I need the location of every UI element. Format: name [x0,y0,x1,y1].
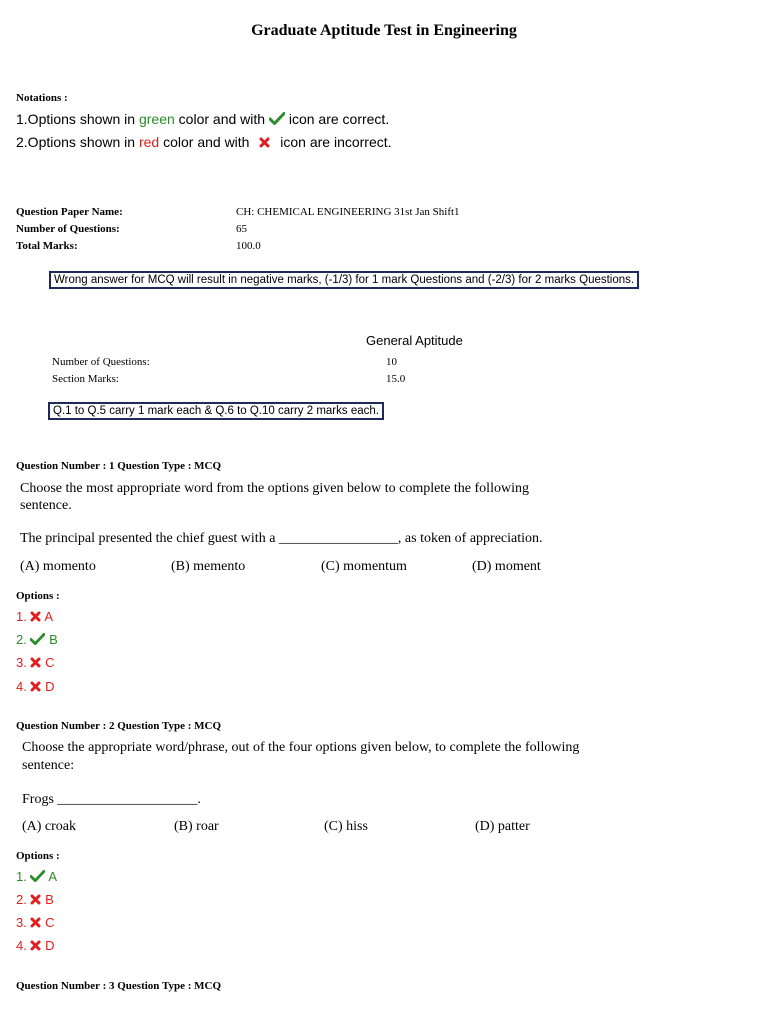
option-number: 3. [16,915,27,930]
question-1-stem: The principal presented the chief guest with a _________________, as token of appreciation. [20,531,543,546]
checkmark-icon [30,870,45,885]
question-1-option-2 [16,632,58,648]
notation-correct [16,111,389,128]
question-2-choice-d: (D) patter [475,819,530,834]
paper-marks-label: Total Marks: [16,240,78,252]
question-3-header: Question Number : 3 Question Type : MCQ [16,980,222,992]
question-2-choice-a: (A) croak [22,819,77,834]
question-2-choice-c: (C) hiss [324,819,368,834]
question-2-option-1 [16,869,57,885]
section-title: General Aptitude [366,333,463,348]
question-2-options-label: Options : [16,850,60,862]
notations-label: Notations : [16,92,68,104]
option-number: 4. [16,679,27,694]
question-1-text-line2: sentence. [20,498,72,513]
question-1-option-3 [16,655,54,671]
section-marks-value: 15.0 [386,373,406,385]
paper-name-value: CH: CHEMICAL ENGINEERING 31st Jan Shift1 [236,206,460,218]
question-1-choice-c: (C) momentum [321,559,407,574]
option-number: 2. [16,892,27,907]
cross-icon [30,916,41,931]
question-1-option-4 [16,679,54,695]
option-number: 2. [16,632,27,647]
negative-marks-warning: Wrong answer for MCQ will result in negative marks, (-1/3) for 1 mark Questions and (-2/3) for 2 marks Questions. [49,271,639,289]
notation-incorrect-pre: 2.Options shown in [16,134,139,150]
question-2-text-line1: Choose the appropriate word/phrase, out of the four options given below, to complete the following [22,740,580,755]
question-2-header: Question Number : 2 Question Type : MCQ [16,720,222,732]
cross-icon [30,939,41,954]
question-1-options-label: Options : [16,590,60,602]
question-1-choice-b: (B) memento [171,559,246,574]
question-1-text-line1: Choose the most appropriate word from the options given below to complete the following [20,481,529,496]
cross-icon [30,680,41,695]
option-number: 4. [16,938,27,953]
paper-marks-value: 100.0 [236,240,261,252]
cross-icon [259,135,270,151]
option-letter: A [48,869,58,884]
question-2-option-3 [16,915,54,931]
option-letter: C [45,915,55,930]
notation-incorrect [16,134,392,151]
section-count-label: Number of Questions: [52,356,150,368]
option-letter: D [45,679,55,694]
question-2-stem: Frogs ____________________. [22,792,201,807]
question-1-choice-a: (A) momento [20,559,96,574]
option-number: 1. [16,869,27,884]
cross-icon [30,610,41,625]
paper-count-value: 65 [236,223,247,235]
document-title: Graduate Aptitude Test in Engineering [251,22,517,39]
checkmark-icon [30,633,45,648]
cross-icon [30,656,41,671]
notation-incorrect-post: icon are incorrect. [276,134,392,150]
option-number: 1. [16,609,27,624]
notation-correct-post: icon are correct. [284,111,390,127]
notation-incorrect-mid: color and with [159,134,254,150]
section-marks-label: Section Marks: [52,373,119,385]
paper-count-label: Number of Questions: [16,223,120,235]
notation-correct-mid: color and with [174,111,269,127]
question-1-choice-d: (D) moment [472,559,541,574]
notation-incorrect-color: red [138,134,160,150]
question-2-option-2 [16,892,54,908]
checkmark-icon [269,112,285,128]
section-marks-note: Q.1 to Q.5 carry 1 mark each & Q.6 to Q.10 carry 2 marks each. [48,402,384,420]
question-1-header: Question Number : 1 Question Type : MCQ [16,460,222,472]
option-number: 3. [16,655,27,670]
option-letter: C [45,655,55,670]
notation-correct-color: green [138,111,175,127]
question-2-choice-b: (B) roar [174,819,219,834]
question-2-option-4 [16,938,54,954]
notation-correct-pre: 1.Options shown in [16,111,139,127]
option-letter: D [45,938,55,953]
option-letter: A [44,609,54,624]
option-letter: B [49,632,58,647]
question-1-option-1 [16,609,53,625]
cross-icon [30,893,41,908]
section-count-value: 10 [386,356,397,368]
paper-name-label: Question Paper Name: [16,206,123,218]
question-2-text-line2: sentence: [22,758,75,773]
option-letter: B [45,892,54,907]
